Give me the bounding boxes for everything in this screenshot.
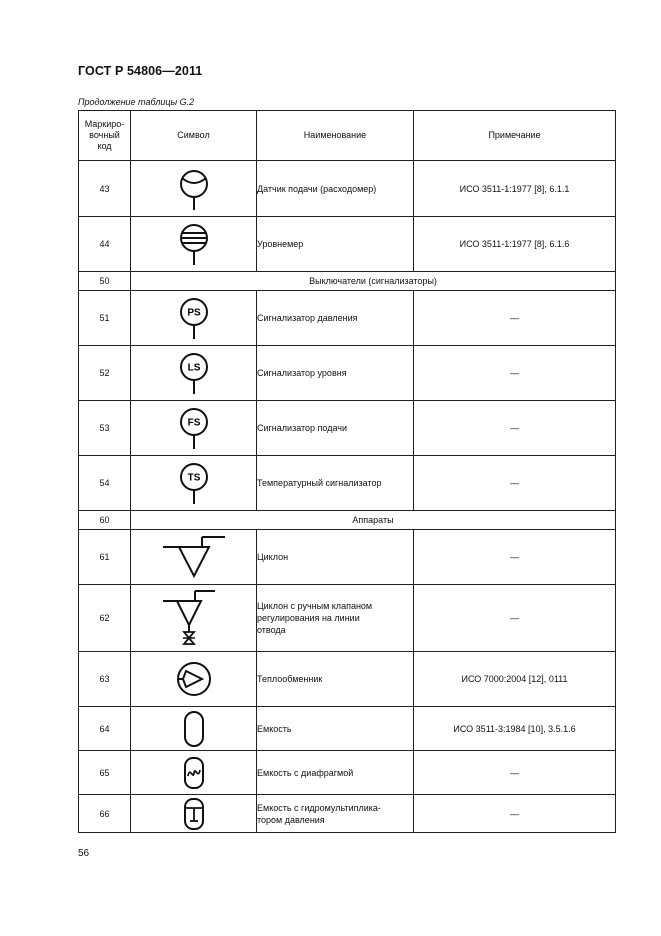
row-name: Циклон (257, 530, 414, 585)
row-symbol (131, 401, 257, 456)
table-group-row (79, 511, 616, 530)
table-row (79, 652, 616, 707)
column-header-name: Наименование (257, 111, 414, 161)
row-note: — (414, 751, 616, 795)
row-code: 51 (79, 291, 131, 346)
table-row (79, 161, 616, 217)
symbol-label: LS (187, 362, 200, 374)
group-title: Выключатели (сигнализаторы) (131, 272, 616, 291)
row-code: 53 (79, 401, 131, 456)
symbol-label: TS (187, 472, 200, 484)
heat-exchanger-icon (174, 659, 214, 699)
row-code: 62 (79, 585, 131, 652)
row-code: 43 (79, 161, 131, 217)
row-symbol (131, 652, 257, 707)
row-name: Датчик подачи (расходомер) (257, 161, 414, 217)
row-note: — (414, 585, 616, 652)
row-code: 52 (79, 346, 131, 401)
row-symbol (131, 291, 257, 346)
row-code: 60 (79, 511, 131, 530)
group-title: Аппараты (131, 511, 616, 530)
row-code: 61 (79, 530, 131, 585)
table-row (79, 751, 616, 795)
flow-sensor-icon (174, 166, 214, 212)
row-name (257, 795, 414, 833)
column-header-code-line-3: код (97, 141, 112, 151)
pressure-switch-icon (174, 295, 214, 341)
row-name: Уровнемер (257, 217, 414, 272)
row-code: 66 (79, 795, 131, 833)
row-code: 44 (79, 217, 131, 272)
table-header-row (79, 111, 616, 161)
row-code: 50 (79, 272, 131, 291)
cyclone-icon (159, 533, 229, 581)
row-symbol (131, 585, 257, 652)
row-note: — (414, 795, 616, 833)
row-name (257, 585, 414, 652)
row-symbol (131, 530, 257, 585)
table-row (79, 585, 616, 652)
row-note: ИСО 7000:2004 [12], 0111 (414, 652, 616, 707)
row-name-line-2: тором давления (257, 814, 325, 825)
row-symbol (131, 161, 257, 217)
level-gauge-icon (174, 221, 214, 267)
pressure-multiplier-vessel-icon (182, 797, 206, 831)
row-code: 63 (79, 652, 131, 707)
row-name: Емкость (257, 707, 414, 751)
cyclone-with-valve-icon (159, 587, 229, 649)
table-row (79, 530, 616, 585)
row-name: Теплообменник (257, 652, 414, 707)
page-number: 56 (78, 848, 90, 859)
table-row (79, 217, 616, 272)
row-name: Сигнализатор подачи (257, 401, 414, 456)
column-header-code-line-2: вочный (89, 130, 120, 140)
row-name-line-2: регулирования на линии (257, 613, 360, 623)
row-note: — (414, 291, 616, 346)
row-note: — (414, 401, 616, 456)
row-name-line-1: Циклон с ручным клапаном (257, 601, 373, 611)
row-note: — (414, 346, 616, 401)
flow-switch-icon (174, 405, 214, 451)
row-name: Сигнализатор уровня (257, 346, 414, 401)
table-row (79, 346, 616, 401)
column-header-code (79, 111, 131, 161)
table-row (79, 291, 616, 346)
temperature-switch-icon (174, 460, 214, 506)
table-row (79, 795, 616, 833)
row-symbol (131, 795, 257, 833)
row-symbol (131, 751, 257, 795)
column-header-code-line-1: Маркиро- (84, 119, 125, 129)
table-continuation-caption: Продолжение таблицы G.2 (78, 97, 195, 107)
table-row (79, 401, 616, 456)
row-symbol (131, 217, 257, 272)
row-note: — (414, 530, 616, 585)
row-symbol (131, 456, 257, 511)
table-group-row (79, 272, 616, 291)
table-row (79, 707, 616, 751)
symbol-label: PS (186, 307, 201, 319)
vessel-icon (182, 710, 206, 748)
row-name-line-1: Емкость с гидромультиплика- (257, 802, 381, 813)
symbol-label: FS (187, 417, 200, 429)
standard-title: ГОСТ Р 54806—2011 (78, 64, 203, 78)
row-symbol (131, 346, 257, 401)
column-header-note: Примечание (414, 111, 616, 161)
level-switch-icon (174, 350, 214, 396)
row-name: Температурный сигнализатор (257, 456, 414, 511)
row-code: 64 (79, 707, 131, 751)
row-code: 65 (79, 751, 131, 795)
row-note: — (414, 456, 616, 511)
row-name-line-3: отвода (257, 625, 286, 635)
column-header-symbol: Символ (131, 111, 257, 161)
row-symbol (131, 707, 257, 751)
diaphragm-vessel-icon (182, 756, 206, 790)
row-name: Сигнализатор давления (257, 291, 414, 346)
row-note: ИСО 3511-1:1977 [8], 6.1.1 (414, 161, 616, 217)
row-code: 54 (79, 456, 131, 511)
table-row (79, 456, 616, 511)
symbols-table (78, 110, 616, 833)
row-name: Емкость с диафрагмой (257, 751, 414, 795)
row-note: ИСО 3511-3:1984 [10], 3.5.1.6 (414, 707, 616, 751)
row-note: ИСО 3511-1:1977 [8], 6.1.6 (414, 217, 616, 272)
